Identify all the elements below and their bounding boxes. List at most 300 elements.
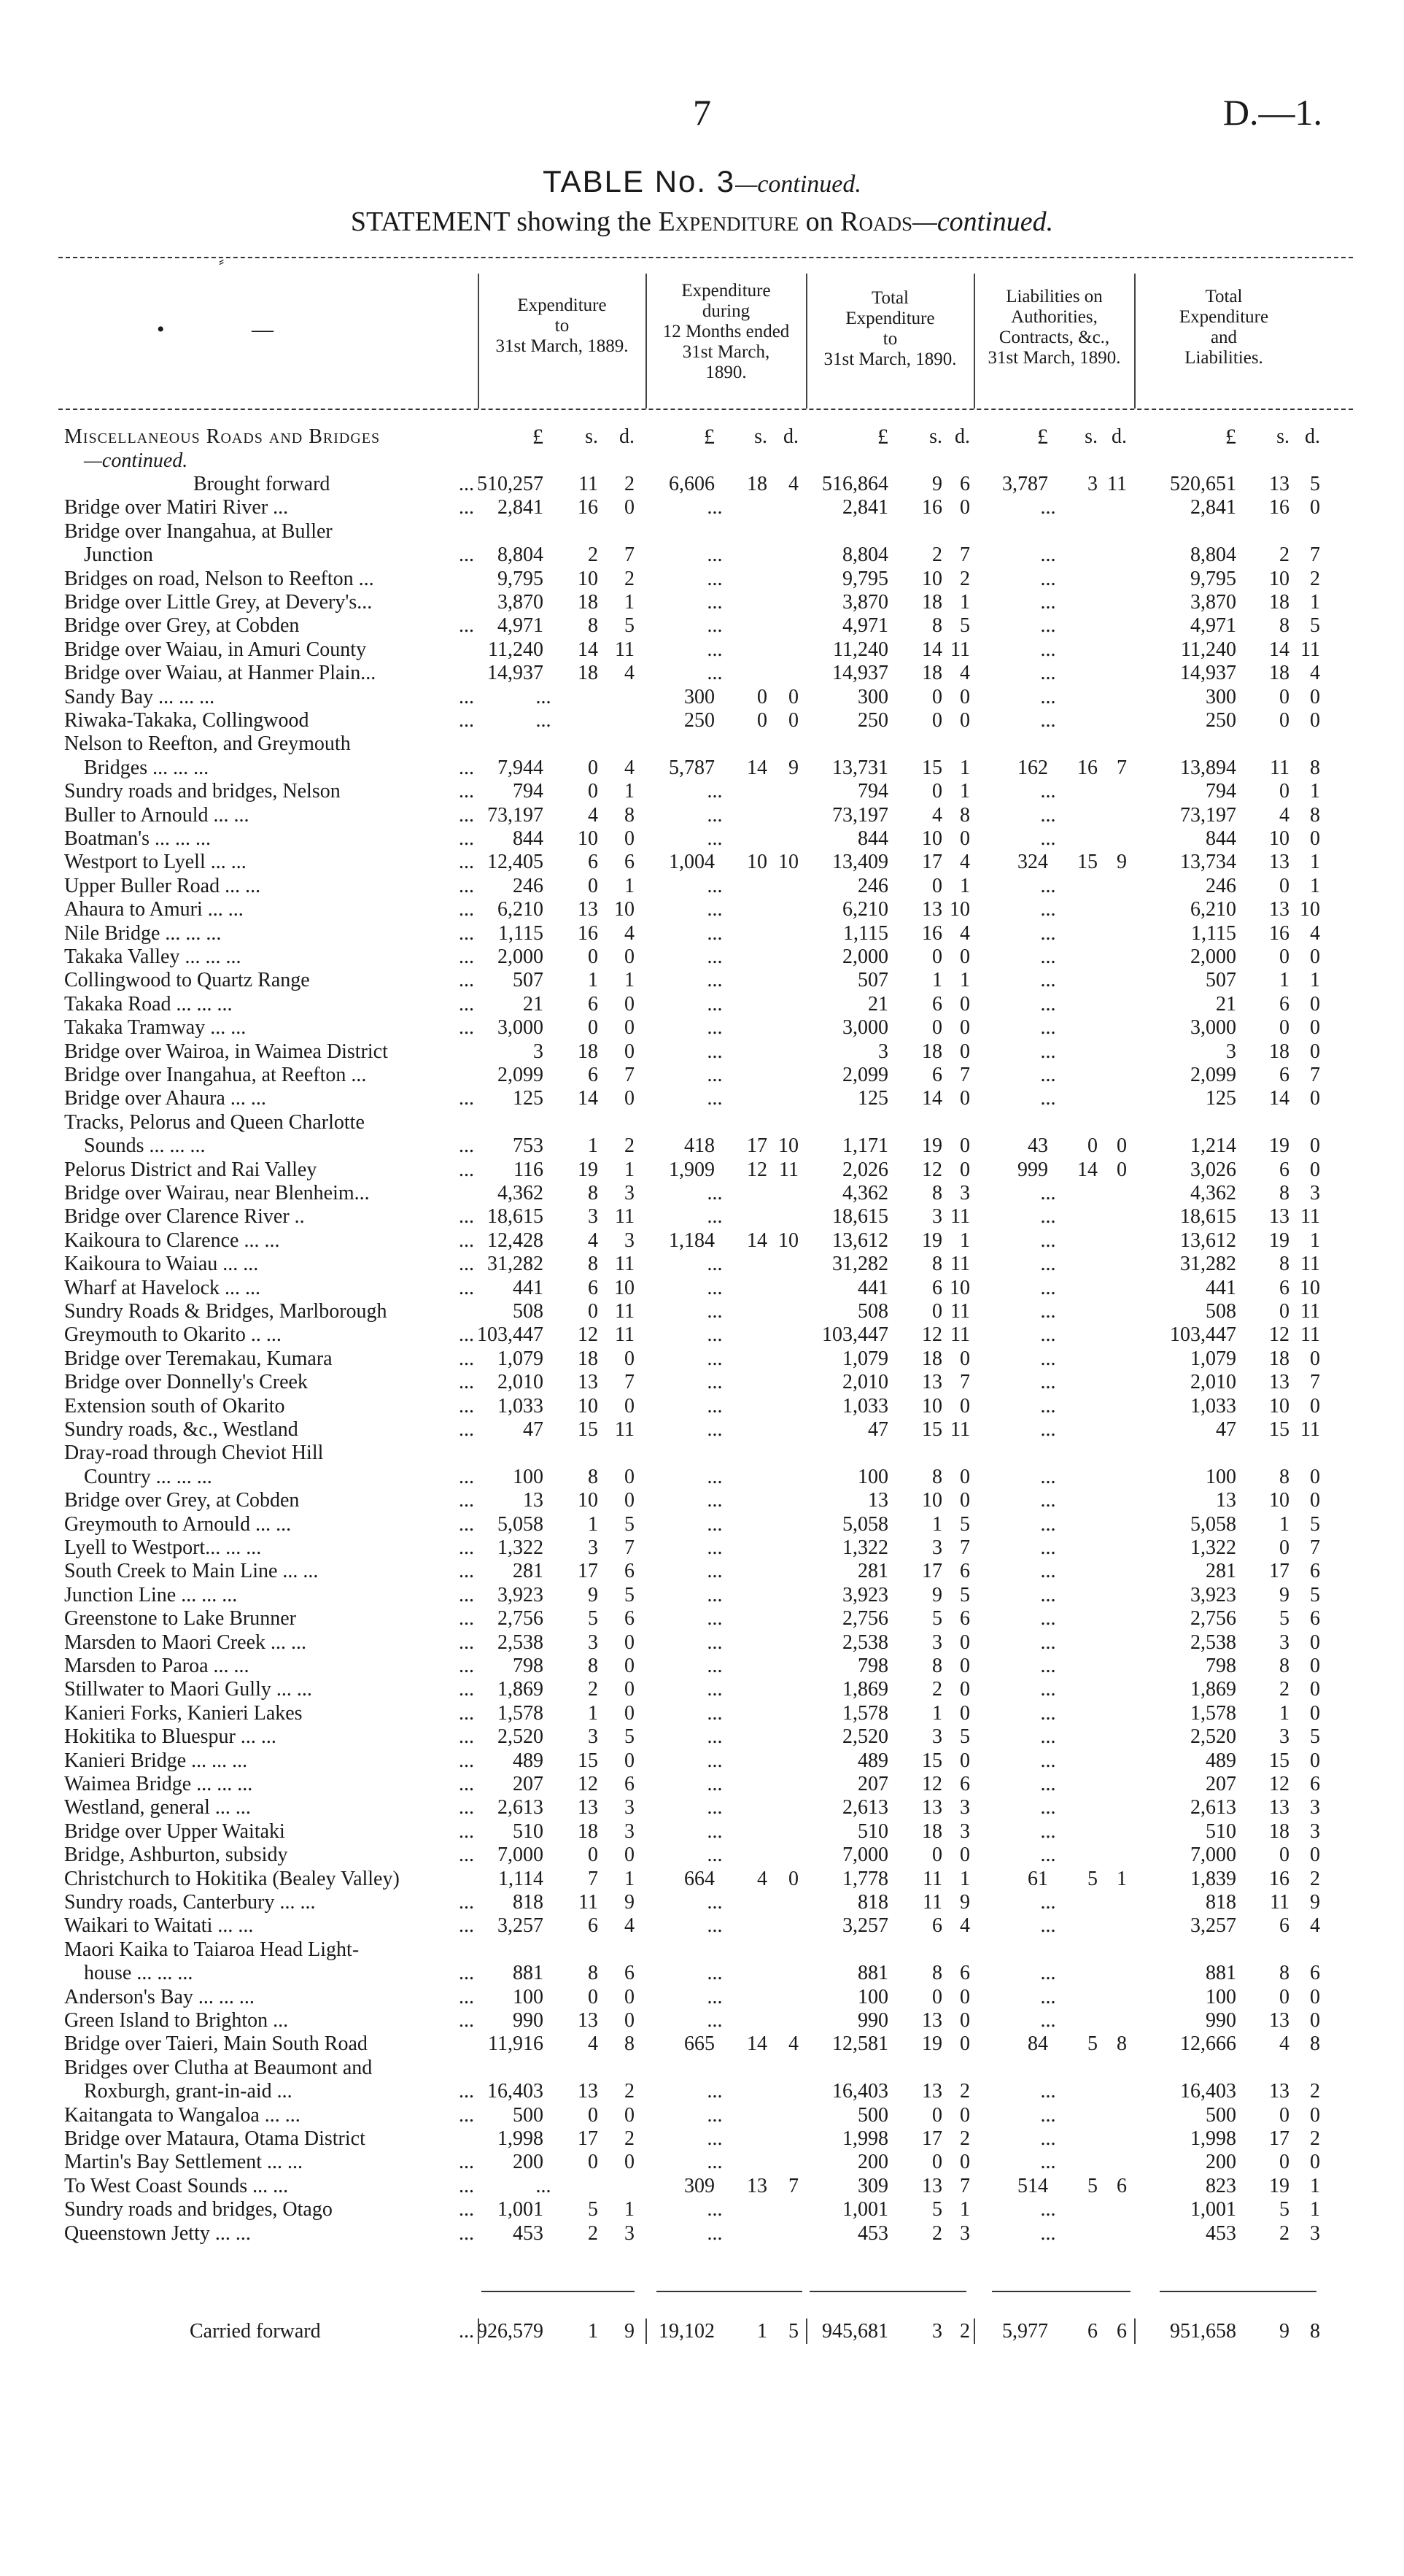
total-column-divider xyxy=(974,2318,975,2344)
value-shillings: 13 xyxy=(578,1371,598,1394)
value-pounds: 2,538 xyxy=(497,1631,543,1654)
value-empty: ... xyxy=(707,1087,723,1110)
value-pounds: 2,000 xyxy=(497,945,543,968)
value-empty: ... xyxy=(707,2009,723,2032)
value-pounds: 1,998 xyxy=(497,2127,543,2150)
value-pounds: 2,010 xyxy=(1190,1371,1236,1394)
row-label: Bridges ... ... ... xyxy=(84,756,209,779)
value-shillings: 15 xyxy=(578,1418,598,1441)
row-leader-dots: ... xyxy=(459,2198,474,2221)
value-pounds: 1,079 xyxy=(497,1347,543,1370)
value-pence: 10 xyxy=(778,851,799,874)
value-shillings: 19 xyxy=(922,1134,942,1158)
value-shillings: 13 xyxy=(578,2080,598,2103)
value-pence: 0 xyxy=(624,827,635,850)
value-pence: 1 xyxy=(624,1867,635,1890)
row-label: Sandy Bay ... ... ... xyxy=(64,685,215,708)
value-shillings: 0 xyxy=(932,1844,942,1867)
column-header-expenditure-1889: Expenditure to 31st March, 1889. xyxy=(495,295,629,356)
row-label: Extension south of Okarito xyxy=(64,1394,285,1417)
column-header-liabilities: Liabilities on Authorities, Contracts, &c., 31st March, 1890. xyxy=(988,287,1121,368)
currency-pence-header: d. xyxy=(619,425,635,448)
value-shillings: 1 xyxy=(757,2320,767,2343)
row-label: Tracks, Pelorus and Queen Charlotte xyxy=(64,1110,365,1134)
value-empty: ... xyxy=(707,1701,723,1725)
value-shillings: 3 xyxy=(588,1631,598,1654)
row-leader-dots: ... xyxy=(459,1583,474,1606)
value-pounds: 125 xyxy=(858,1087,888,1110)
value-shillings: 0 xyxy=(757,685,767,708)
value-pence: 0 xyxy=(624,992,635,1016)
value-pounds: 516,864 xyxy=(822,473,888,495)
value-pounds: 207 xyxy=(1206,1773,1236,1795)
value-pence: 6 xyxy=(960,1607,970,1631)
value-pounds: 3,257 xyxy=(842,1914,888,1938)
value-empty: ... xyxy=(1040,1016,1056,1040)
value-pence: 0 xyxy=(624,1394,635,1417)
value-shillings: 6 xyxy=(1279,1276,1289,1299)
value-shillings: 13 xyxy=(922,2009,942,2032)
value-empty: ... xyxy=(1040,1064,1056,1086)
row-leader-dots: ... xyxy=(459,1796,474,1819)
value-pounds: 844 xyxy=(513,827,543,850)
row-label: Takaka Tramway ... ... xyxy=(64,1016,247,1040)
column-divider xyxy=(806,274,807,409)
value-pence: 7 xyxy=(1117,756,1127,779)
value-pounds: 47 xyxy=(868,1418,888,1441)
value-pence: 5 xyxy=(788,2320,799,2343)
value-pounds: 453 xyxy=(858,2221,888,2245)
value-shillings: 18 xyxy=(922,1819,942,1843)
value-pounds: 300 xyxy=(1206,685,1236,708)
value-pounds: 1,214 xyxy=(1190,1134,1236,1158)
value-pounds: 12,428 xyxy=(487,1229,543,1252)
value-pounds: 951,658 xyxy=(1170,2320,1236,2343)
statement-prefix: STATEMENT showing the xyxy=(350,206,659,237)
row-label: Pelorus District and Rai Valley xyxy=(64,1158,317,1181)
value-empty: ... xyxy=(707,1371,723,1394)
value-pounds: 508 xyxy=(858,1300,888,1323)
value-pence: 11 xyxy=(615,1253,635,1276)
value-shillings: 0 xyxy=(932,2151,942,2174)
row-label: Anderson's Bay ... ... ... xyxy=(64,1985,255,2008)
row-leader-dots: ... xyxy=(459,1205,474,1229)
value-pence: 0 xyxy=(960,1631,970,1654)
value-shillings: 13 xyxy=(1269,851,1289,874)
value-shillings: 10 xyxy=(578,1394,598,1417)
value-shillings: 0 xyxy=(932,945,942,968)
value-pence: 0 xyxy=(960,685,970,708)
page-number: 7 xyxy=(693,92,711,133)
value-shillings: 6 xyxy=(1087,2320,1098,2343)
row-leader-dots: ... xyxy=(459,1371,474,1394)
value-pounds: 200 xyxy=(1206,2151,1236,2174)
value-pounds: 1,004 xyxy=(669,851,715,874)
value-pounds: 510 xyxy=(858,1819,888,1843)
row-leader-dots: ... xyxy=(459,1134,474,1158)
row-leader-dots: ... xyxy=(459,1418,474,1441)
value-empty: ... xyxy=(1040,1276,1056,1299)
value-shillings: 13 xyxy=(1269,898,1289,921)
value-pounds: 441 xyxy=(513,1276,543,1299)
value-pounds: 207 xyxy=(513,1773,543,1795)
value-shillings: 13 xyxy=(922,2080,942,2103)
row-leader-dots: ... xyxy=(459,1560,474,1583)
value-pounds: 1,001 xyxy=(842,2198,888,2221)
value-shillings: 8 xyxy=(1279,1182,1289,1204)
value-pounds: 1,171 xyxy=(842,1134,888,1158)
value-pence: 6 xyxy=(960,473,970,495)
value-pence: 11 xyxy=(615,1418,635,1441)
row-label: Bridge over Grey, at Cobden xyxy=(64,614,300,638)
value-shillings: 3 xyxy=(1279,1725,1289,1749)
value-pence: 0 xyxy=(788,709,799,732)
value-empty: ... xyxy=(707,969,723,992)
value-shillings: 10 xyxy=(578,827,598,850)
currency-pound-header: £ xyxy=(532,425,543,449)
value-shillings: 5 xyxy=(1279,1607,1289,1631)
value-pence: 1 xyxy=(1310,874,1320,897)
table-title xyxy=(0,164,1404,199)
value-empty: ... xyxy=(1040,496,1056,519)
statement-mid: on xyxy=(799,206,841,237)
value-pence: 0 xyxy=(960,1985,970,2008)
value-pounds: 4,971 xyxy=(842,614,888,638)
value-shillings: 10 xyxy=(1269,1489,1289,1512)
total-column-divider xyxy=(478,2318,479,2344)
value-shillings: 3 xyxy=(932,2320,942,2343)
value-pounds: 823 xyxy=(1206,2174,1236,2197)
value-pounds: 300 xyxy=(858,685,888,708)
value-pounds: 507 xyxy=(513,969,543,992)
value-empty: ... xyxy=(707,567,723,590)
value-pence: 4 xyxy=(960,851,970,874)
value-pence: 1 xyxy=(960,969,970,992)
value-pounds: 2,613 xyxy=(1190,1796,1236,1819)
value-pounds: 2,099 xyxy=(1190,1064,1236,1086)
value-pence: 0 xyxy=(624,1631,635,1654)
value-shillings: 3 xyxy=(1279,1631,1289,1654)
value-shillings: 19 xyxy=(578,1158,598,1181)
value-pounds: 100 xyxy=(1206,1985,1236,2008)
value-pounds: 3,923 xyxy=(497,1583,543,1606)
value-pounds: 47 xyxy=(523,1418,543,1441)
row-leader-dots: ... xyxy=(459,2080,474,2103)
value-shillings: 13 xyxy=(578,1796,598,1819)
value-shillings: 14 xyxy=(1269,1087,1289,1110)
value-empty: ... xyxy=(707,614,723,638)
value-pence: 2 xyxy=(960,2080,970,2103)
value-shillings: 18 xyxy=(1269,1347,1289,1370)
value-shillings: 17 xyxy=(1269,2127,1289,2150)
value-pounds: 1,033 xyxy=(842,1394,888,1417)
value-shillings: 2 xyxy=(932,544,942,567)
value-pence: 7 xyxy=(1310,544,1320,567)
value-pounds: 13 xyxy=(1216,1489,1236,1512)
sum-rule xyxy=(992,2291,1130,2292)
value-shillings: 18 xyxy=(578,1040,598,1063)
row-leader-dots: ... xyxy=(459,780,474,803)
row-label: Bridge over Waiau, in Amuri County xyxy=(64,638,367,661)
value-pounds: 21 xyxy=(1216,992,1236,1016)
value-pounds: 8,804 xyxy=(842,544,888,567)
row-leader-dots: ... xyxy=(459,709,474,732)
value-pence: 7 xyxy=(624,1064,635,1086)
value-shillings: 1 xyxy=(588,2320,598,2343)
value-pounds: 489 xyxy=(513,1749,543,1772)
value-pounds: 31,282 xyxy=(487,1253,543,1276)
row-leader-dots: ... xyxy=(459,1773,474,1795)
value-shillings: 14 xyxy=(578,1087,598,1110)
sum-rule xyxy=(1160,2291,1316,2292)
row-leader-dots: ... xyxy=(459,473,474,495)
value-pence: 11 xyxy=(615,1205,635,1229)
value-pounds: 1,184 xyxy=(669,1229,715,1252)
value-pence: 0 xyxy=(960,709,970,732)
row-leader-dots: ... xyxy=(459,2320,474,2343)
row-leader-dots: ... xyxy=(459,2151,474,2174)
value-shillings: 3 xyxy=(588,1205,598,1229)
value-pence: 1 xyxy=(624,1158,635,1181)
row-label: Bridge over Taieri, Main South Road xyxy=(64,2032,368,2056)
row-leader-dots: ... xyxy=(459,1323,474,1347)
value-pounds: 2,613 xyxy=(842,1796,888,1819)
value-shillings: 14 xyxy=(747,2032,767,2056)
value-shillings: 9 xyxy=(932,1583,942,1606)
value-pence: 6 xyxy=(960,1773,970,1795)
value-pence: 5 xyxy=(1310,1725,1320,1749)
value-shillings: 0 xyxy=(932,780,942,803)
value-pence: 0 xyxy=(1310,1016,1320,1040)
value-empty: ... xyxy=(1040,1701,1056,1725)
value-pounds: 510,257 xyxy=(477,473,543,495)
value-pounds: 11,240 xyxy=(488,638,543,661)
value-shillings: 12 xyxy=(1269,1773,1289,1795)
row-label: Wharf at Havelock ... ... xyxy=(64,1276,260,1299)
value-pounds: 1,578 xyxy=(497,1701,543,1725)
value-pence: 11 xyxy=(1300,1300,1320,1323)
value-pounds: 3,787 xyxy=(1002,473,1048,495)
value-pounds: 507 xyxy=(1206,969,1236,992)
value-pounds: 818 xyxy=(513,1891,543,1914)
value-empty: ... xyxy=(1040,1394,1056,1417)
value-pence: 7 xyxy=(1310,1064,1320,1086)
value-shillings: 2 xyxy=(588,544,598,567)
row-label: Dray-road through Cheviot Hill xyxy=(64,1442,324,1465)
value-shillings: 0 xyxy=(588,1300,598,1323)
value-shillings: 5 xyxy=(588,2198,598,2221)
value-pounds: 1,322 xyxy=(1190,1536,1236,1559)
currency-shilling-header: s. xyxy=(754,425,767,448)
row-label: house ... ... ... xyxy=(84,1962,193,1985)
row-leader-dots: ... xyxy=(459,898,474,921)
value-empty: ... xyxy=(707,1678,723,1701)
value-pounds: 1,115 xyxy=(1191,921,1236,945)
value-empty: ... xyxy=(535,709,551,732)
value-pence: 7 xyxy=(960,1064,970,1086)
value-pounds: 2,000 xyxy=(1190,945,1236,968)
value-pence: 0 xyxy=(960,1016,970,1040)
value-empty: ... xyxy=(1040,1655,1056,1677)
value-shillings: 6 xyxy=(588,1064,598,1086)
value-pounds: 881 xyxy=(513,1962,543,1985)
row-label: Green Island to Brighton ... xyxy=(64,2009,289,2032)
row-leader-dots: ... xyxy=(459,803,474,827)
row-leader-dots: ... xyxy=(459,1819,474,1843)
value-empty: ... xyxy=(707,1631,723,1654)
value-pence: 3 xyxy=(960,1819,970,1843)
column-divider xyxy=(1134,274,1136,409)
value-shillings: 5 xyxy=(1279,2198,1289,2221)
value-pounds: 125 xyxy=(513,1087,543,1110)
value-pounds: 1,909 xyxy=(669,1158,715,1181)
value-pence: 0 xyxy=(1117,1134,1127,1158)
value-pounds: 2,520 xyxy=(842,1725,888,1749)
value-empty: ... xyxy=(707,1489,723,1512)
value-pence: 7 xyxy=(960,1371,970,1394)
value-pence: 1 xyxy=(1117,1867,1127,1890)
value-shillings: 2 xyxy=(588,1678,598,1701)
value-pence: 2 xyxy=(960,2320,970,2343)
value-pence: 6 xyxy=(1310,1607,1320,1631)
value-pence: 4 xyxy=(624,662,635,685)
value-pence: 8 xyxy=(1310,756,1320,779)
value-shillings: 15 xyxy=(922,756,942,779)
value-empty: ... xyxy=(707,2080,723,2103)
value-pounds: 84 xyxy=(1028,2032,1048,2056)
value-pounds: 441 xyxy=(858,1276,888,1299)
value-pounds: 508 xyxy=(513,1300,543,1323)
value-pounds: 3,870 xyxy=(1190,591,1236,614)
value-shillings: 0 xyxy=(1279,1844,1289,1867)
row-leader-dots: ... xyxy=(459,2174,474,2197)
value-pence: 0 xyxy=(960,1678,970,1701)
value-shillings: 6 xyxy=(1279,1914,1289,1938)
statement-heading xyxy=(0,206,1404,238)
value-empty: ... xyxy=(707,945,723,968)
value-pence: 5 xyxy=(624,614,635,638)
value-shillings: 3 xyxy=(932,1725,942,1749)
value-shillings: 6 xyxy=(588,1276,598,1299)
value-shillings: 18 xyxy=(578,1347,598,1370)
value-pence: 2 xyxy=(960,567,970,590)
value-pounds: 100 xyxy=(858,1985,888,2008)
value-pence: 0 xyxy=(960,2103,970,2127)
value-pence: 5 xyxy=(624,1512,635,1536)
value-shillings: 18 xyxy=(578,591,598,614)
row-label: Queenstown Jetty ... ... xyxy=(64,2221,251,2245)
value-shillings: 12 xyxy=(922,1773,942,1795)
value-empty: ... xyxy=(1040,1489,1056,1512)
value-pounds: 1,114 xyxy=(498,1867,543,1890)
value-pence: 4 xyxy=(624,756,635,779)
value-shillings: 10 xyxy=(1269,827,1289,850)
value-pence: 5 xyxy=(960,1583,970,1606)
row-leader-dots: ... xyxy=(459,1394,474,1417)
value-pounds: 1,998 xyxy=(842,2127,888,2150)
value-shillings: 0 xyxy=(1279,1985,1289,2008)
value-empty: ... xyxy=(1040,898,1056,921)
value-shillings: 18 xyxy=(1269,591,1289,614)
value-shillings: 2 xyxy=(1279,1678,1289,1701)
row-leader-dots: ... xyxy=(459,1655,474,1677)
row-leader-dots: ... xyxy=(459,1701,474,1725)
value-pounds: 12,405 xyxy=(487,851,543,874)
value-pounds: 103,447 xyxy=(822,1323,888,1347)
currency-shilling-header: s. xyxy=(1085,425,1098,448)
value-shillings: 6 xyxy=(932,1064,942,1086)
value-pence: 1 xyxy=(960,1867,970,1890)
value-empty: ... xyxy=(707,1253,723,1276)
value-pounds: 11,916 xyxy=(488,2032,543,2056)
value-pounds: 1,869 xyxy=(1190,1678,1236,1701)
value-empty: ... xyxy=(707,1796,723,1819)
value-empty: ... xyxy=(707,2151,723,2174)
decorative-glyph: ⸗ xyxy=(219,252,225,270)
value-pence: 0 xyxy=(1310,945,1320,968)
value-shillings: 16 xyxy=(578,496,598,519)
value-shillings: 13 xyxy=(922,898,942,921)
value-empty: ... xyxy=(707,780,723,803)
value-pence: 0 xyxy=(624,1016,635,1040)
value-pounds: 8,804 xyxy=(1190,544,1236,567)
value-pounds: 5,058 xyxy=(1190,1512,1236,1536)
value-pounds: 11,240 xyxy=(1181,638,1236,661)
value-empty: ... xyxy=(707,1583,723,1606)
value-pence: 5 xyxy=(1310,1583,1320,1606)
value-pence: 0 xyxy=(960,1749,970,1772)
value-shillings: 13 xyxy=(922,2174,942,2197)
currency-pence-header: d. xyxy=(1305,425,1320,448)
value-pence: 11 xyxy=(1300,1323,1320,1347)
value-shillings: 12 xyxy=(747,1158,767,1181)
value-shillings: 8 xyxy=(932,1655,942,1677)
value-pounds: 2,538 xyxy=(842,1631,888,1654)
value-shillings: 0 xyxy=(588,1016,598,1040)
value-pence: 8 xyxy=(1310,2320,1320,2343)
row-leader-dots: ... xyxy=(459,874,474,897)
value-shillings: 16 xyxy=(1269,921,1289,945)
value-pence: 5 xyxy=(1310,473,1320,495)
value-empty: ... xyxy=(707,1560,723,1583)
value-shillings: 6 xyxy=(588,992,598,1016)
value-shillings: 0 xyxy=(588,1985,598,2008)
value-pounds: 3,870 xyxy=(842,591,888,614)
value-pence: 0 xyxy=(624,1678,635,1701)
value-pence: 6 xyxy=(624,1560,635,1583)
value-shillings: 14 xyxy=(922,1087,942,1110)
value-pence: 2 xyxy=(1310,567,1320,590)
value-shillings: 1 xyxy=(588,969,598,992)
value-pence: 9 xyxy=(788,756,799,779)
value-pence: 0 xyxy=(624,945,635,968)
value-pounds: 664 xyxy=(684,1867,715,1890)
value-empty: ... xyxy=(707,1300,723,1323)
row-label: Kanieri Forks, Kanieri Lakes xyxy=(64,1701,303,1725)
value-pence: 0 xyxy=(1310,1701,1320,1725)
value-shillings: 8 xyxy=(932,614,942,638)
value-pounds: 753 xyxy=(513,1134,543,1158)
value-pence: 0 xyxy=(624,1347,635,1370)
value-pence: 11 xyxy=(615,638,635,661)
value-empty: ... xyxy=(707,2103,723,2127)
value-shillings: 0 xyxy=(1279,2151,1289,2174)
value-shillings: 15 xyxy=(1077,851,1098,874)
value-pence: 2 xyxy=(960,2127,970,2150)
value-pence: 9 xyxy=(1310,1891,1320,1914)
value-pounds: 990 xyxy=(513,2009,543,2032)
row-label: Bridge over Mataura, Otama District xyxy=(64,2127,365,2150)
